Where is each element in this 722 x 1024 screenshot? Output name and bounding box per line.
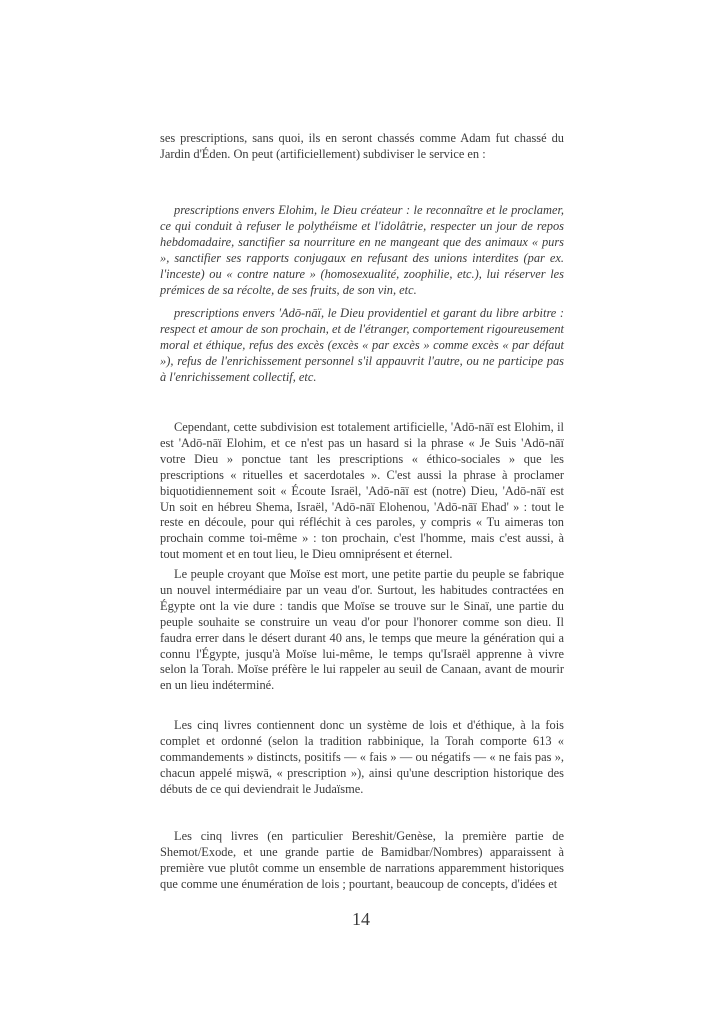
paragraph-elohim-prescriptions: prescriptions envers Elohim, le Dieu créateur : le reconnaître et le proclamer, ce qui conduit à refuser le polythéisme et l'idolâtrie, respecter un jour de repos hebdomadaire, sanctifier sa nourriture en ne mangeant que des animaux « purs », sanctifier ses rapports conjugaux en refusant des unions interdites (par ex. l'inceste) ou « contre nature » (homosexualité, zoophilie, etc.), lui réserver les prémices de sa récolte, de ses fruits, de son vin, etc. xyxy=(160,203,564,297)
paragraph-five-books-laws: Les cinq livres contiennent donc un système de lois et d'éthique, à la fois complet et ordonné (selon la tradition rabbinique, la Torah comporte 613 « commandements » distincts, positifs — « fais » — ou négatifs — « ne fais pas », chacun appelé miṣwā, « prescription »), ainsi qu'une description historique des débuts de ce qui deviendrait le Judaïsme. xyxy=(160,718,564,796)
paragraph-five-books-narrative: Les cinq livres (en particulier Bereshit/Genèse, la première partie de Shemot/Exode, et une grande partie de Bamidbar/Nombres) apparaissent à première vue plutôt comme un ensemble de narrations apparemment historiques que comme une énumération de lois ; pourtant, beaucoup de concepts, d'idées et xyxy=(160,829,564,891)
paragraph-subdivision: Cependant, cette subdivision est totalement artificielle, 'Adō-nāï est Elohim, il est 'Adō-nāï Elohim, et ce n'est pas un hasard si la phrase « Je Suis 'Adō-nāï votre Dieu » ponctue tant les prescriptions « éthico-sociales » que les prescriptions « rituelles et sacerdotales ». C'est aussi la phrase à proclamer biquotidiennement soit « Écoute Israël, 'Adō-nāï est (notre) Dieu, 'Adō-nāï est Un soit en hébreu Shema, Israël, 'Adō-nāï Elohenou, 'Adō-nāï Ehad' » : tout le reste en découle, pour qui réfléchit à ces paroles, y compris « Tu aimeras ton prochain comme toi-même » : ton prochain, c'est l'homme, mais c'est aussi, à tout moment et en tout lieu, le Dieu omniprésent et éternel. xyxy=(160,420,564,562)
paragraph-golden-calf: Le peuple croyant que Moïse est mort, une petite partie du peuple se fabrique un nouvel intermédiaire par un veau d'or. Surtout, les habitudes contractées en Égypte ont la vie dure : tandis que Moïse se trouve sur le Sinaï, une partie du peuple souhaite se construire un veau d'or pour l'honorer comme son dieu. Il faudra errer dans le désert durant 40 ans, le temps que meure la génération qui a connu l'Égypte, jusqu'à Moïse lui-même, le temps qu'Israël apprenne à vivre selon la Torah. Moïse préfère le lui rappeler au seuil de Canaan, avant de mourir en un lieu indéterminé. xyxy=(160,567,564,693)
paragraph-intro: ses prescriptions, sans quoi, ils en seront chassés comme Adam fut chassé du Jardin d'Éden. On peut (artificiellement) subdiviser le service en : xyxy=(160,131,564,161)
paragraph-adonai-prescriptions: prescriptions envers 'Adō-nāï, le Dieu providentiel et garant du libre arbitre : respect et amour de son prochain, et de l'étranger, comportement rigoureusement moral et éthique, refus des excès (excès « par excès » comme excès « par défaut »), refus de l'enrichissement personnel s'il appauvrit l'autre, ou ne participe pas à l'enrichissement collectif, etc. xyxy=(160,306,564,384)
page-number: 14 xyxy=(352,909,370,929)
